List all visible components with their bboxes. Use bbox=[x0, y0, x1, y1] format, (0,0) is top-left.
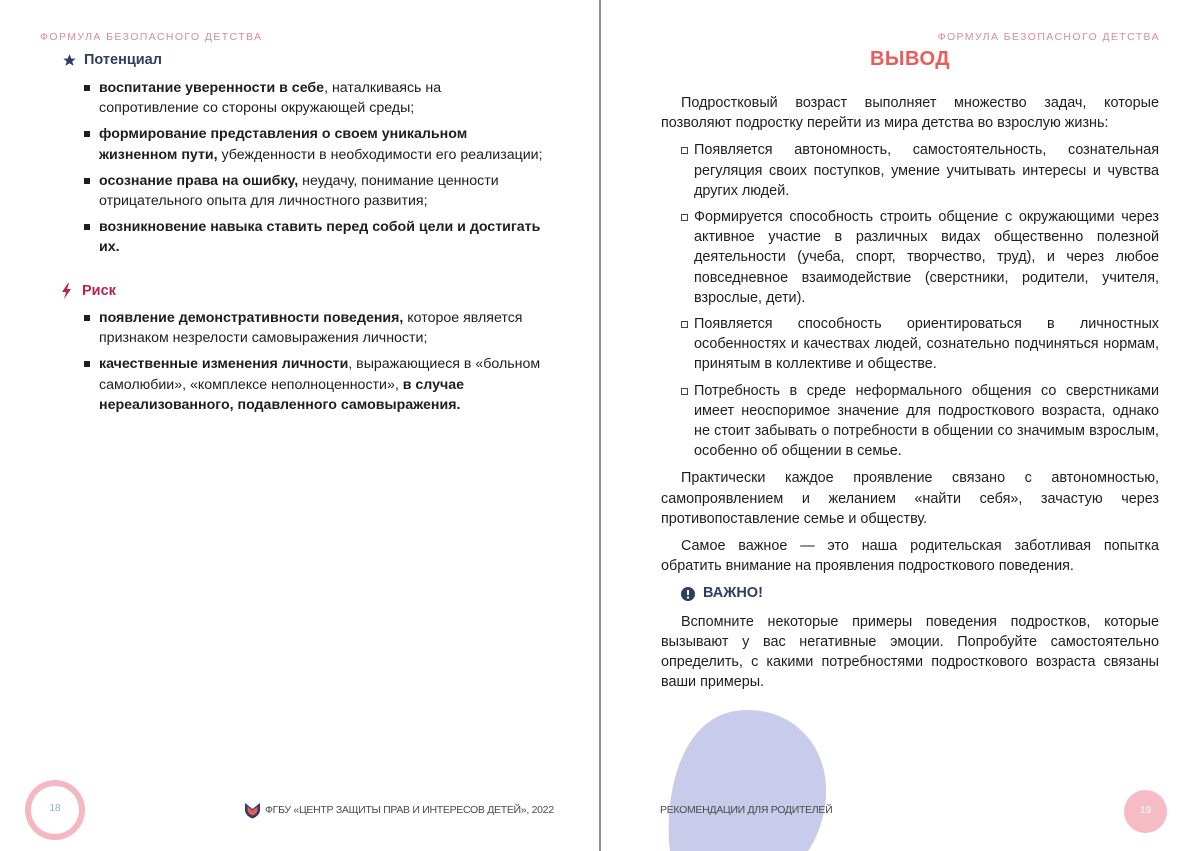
hollow-square-bullet bbox=[681, 147, 688, 154]
section-potential-title: Потенциал bbox=[84, 52, 162, 68]
list-item: осознание права на ошибку, неудачу, понимание ценности отрицательного опыта для личностного развития; bbox=[84, 171, 544, 211]
section-potential-heading bbox=[60, 52, 162, 68]
section-risk-heading bbox=[58, 283, 116, 299]
hollow-square-bullet bbox=[681, 321, 688, 328]
hollow-square-bullet bbox=[681, 388, 688, 395]
square-bullet bbox=[84, 178, 90, 184]
list-item: Потребность в среде неформального общения со сверстниками имеет неоспоримое значение для подросткового возраста, однако не стоит забывать о потребности в общении со значимым взрослым, особенно об общении в семье. bbox=[661, 381, 1159, 462]
list-item: возникновение навыка ставить перед собой цели и достигать их. bbox=[84, 217, 544, 257]
running-head: ФОРМУЛА БЕЗОПАСНОГО ДЕТСТВА bbox=[937, 31, 1160, 43]
page-number: 18 bbox=[49, 803, 61, 814]
running-head: ФОРМУЛА БЕЗОПАСНОГО ДЕТСТВА bbox=[40, 31, 263, 43]
organization-logo-icon bbox=[244, 801, 261, 824]
footer-organization: ФГБУ «ЦЕНТР ЗАЩИТЫ ПРАВ И ИНТЕРЕСОВ ДЕТЕЙ», 2022 bbox=[265, 804, 554, 816]
lightning-icon bbox=[58, 283, 76, 299]
page-number: 19 bbox=[1139, 805, 1152, 816]
list-item: появление демонстративности поведения, которое является признаком незрелости самовыражения личности; bbox=[84, 308, 544, 348]
important-heading bbox=[681, 583, 1159, 603]
square-bullet bbox=[84, 85, 90, 91]
right-page bbox=[601, 0, 1200, 851]
paragraph: Практически каждое проявление связано с автономностью, самопроявлением и желанием «найти себя», зачастую через противопоставление семье и обществу. bbox=[661, 470, 1159, 527]
conclusion-list bbox=[661, 140, 1159, 461]
important-label: ВАЖНО! bbox=[703, 585, 763, 602]
square-bullet bbox=[84, 224, 90, 230]
paragraph: Самое важное — это наша родительская заботливая попытка обратить внимание на проявления подросткового поведения. bbox=[661, 538, 1159, 575]
star-icon bbox=[60, 53, 78, 68]
square-bullet bbox=[84, 131, 90, 137]
important-paragraph: Вспомните некоторые примеры поведения подростков, которые вызывают у вас негативные эмоции. Попробуйте самостоятельно определить, с какими потребностями подросткового возраста связаны ваши примеры. bbox=[661, 613, 1159, 691]
square-bullet bbox=[84, 361, 90, 367]
list-item: Появляется способность ориентироваться в личностных особенностях и качествах людей, сознательно подчиняться нормам, принятым в коллективе и обществе. bbox=[661, 314, 1159, 375]
conclusion-body bbox=[661, 93, 1159, 699]
section-risk-title: Риск bbox=[82, 283, 116, 299]
page-number-badge bbox=[1124, 790, 1167, 833]
footer-subtitle: РЕКОМЕНДАЦИИ ДЛЯ РОДИТЕЛЕЙ bbox=[660, 804, 833, 816]
list-item: качественные изменения личности, выражающиеся в «больном самолюбии», «комплексе неполноценности», в случае нереализованного, подавленного самовыражения. bbox=[84, 354, 544, 415]
potential-list bbox=[84, 78, 544, 264]
square-bullet bbox=[84, 315, 90, 321]
list-item: Формируется способность строить общение с окружающими через активное участие в различных видах общественно полезной деятельности (учеба, спорт, творчество, труд), и через любое повседневное взаимодействие (сверстники, родители, учителя, взрослые, дети). bbox=[661, 207, 1159, 308]
list-item: воспитание уверенности в себе, наталкиваясь на сопротивление со стороны окружающей среды; bbox=[84, 78, 544, 118]
intro-paragraph: Подростковый возраст выполняет множество задач, которые позволяют подростку перейти из мира детства во взрослую жизнь: bbox=[661, 95, 1159, 132]
hollow-square-bullet bbox=[681, 214, 688, 221]
page-number-badge bbox=[25, 780, 85, 840]
list-item: формирование представления о своем уникальном жизненном пути, убежденности в необходимости его реализации; bbox=[84, 124, 544, 164]
page-title: ВЫВОД bbox=[869, 48, 950, 70]
exclamation-icon bbox=[681, 587, 695, 601]
decorative-blob bbox=[668, 710, 830, 851]
list-item: Появляется автономность, самостоятельность, сознательная регуляция своих поступков, умение учитывать интересы и чувства других людей. bbox=[661, 140, 1159, 201]
risk-list bbox=[84, 308, 544, 421]
